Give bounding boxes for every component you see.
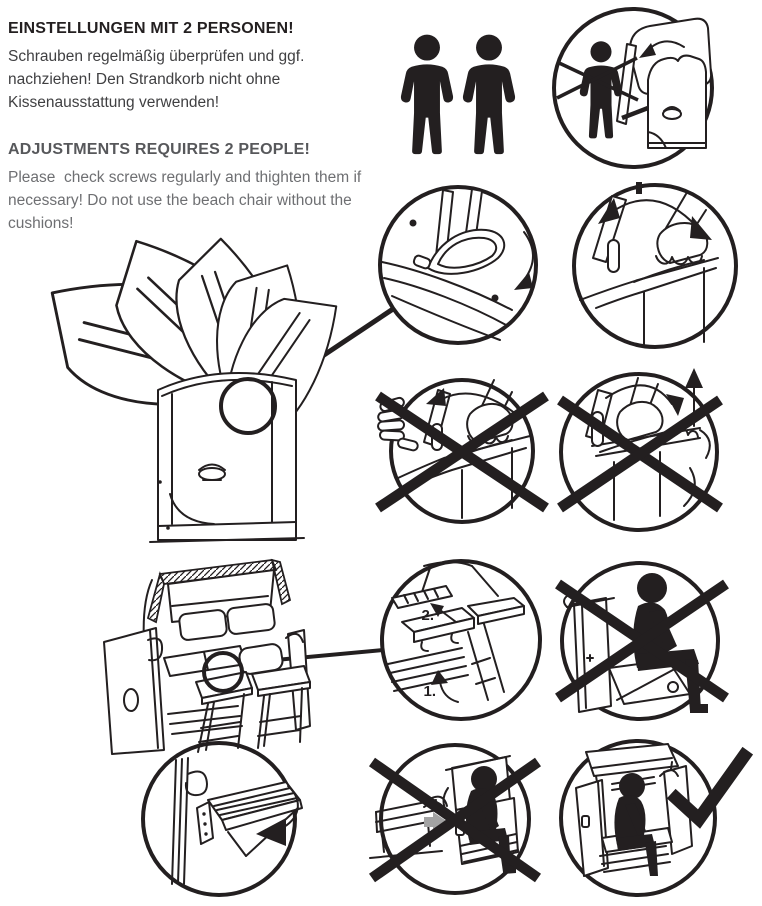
heading-german: EINSTELLUNGEN MIT 2 PERSONEN!: [8, 20, 294, 37]
body-german-line: Kissenausstattung verwenden!: [8, 94, 220, 111]
body-english-line: Please check screws regularly and thighten them if: [8, 169, 362, 186]
step-1-label: 1.: [423, 683, 436, 700]
chair-body-side: [150, 373, 304, 542]
heading-english: ADJUSTMENTS REQUIRES 2 PEOPLE!: [8, 141, 311, 158]
prohibited-no-cushions-circle: [356, 734, 554, 906]
do-not-adjust-alone-circle: [548, 4, 718, 172]
two-persons-icon: [395, 30, 520, 160]
footrest-steps-circle: [374, 551, 554, 731]
person-icon: [463, 35, 515, 155]
footrest-platform: [208, 782, 302, 856]
hood-recline-positions-drawing: [15, 256, 350, 548]
hand-grip-detail-circle: [566, 176, 746, 358]
beach-chair-overview-drawing: [60, 545, 352, 757]
body-english-line: cushions!: [8, 215, 74, 232]
prohibited-sit-on-edge-circle: [548, 550, 744, 732]
step-2-label: 2.: [421, 607, 434, 624]
body-english-line: necessary! Do not use the beach chair without the: [8, 192, 352, 209]
ladder-legs: [468, 624, 504, 700]
rotate-arrow-icon: [514, 232, 533, 290]
body-german-line: Schrauben regelmäßig überprüfen und ggf.: [8, 48, 305, 65]
body-german-line: nachziehen! Den Strandkorb nicht ohne: [8, 71, 281, 88]
hinge-bracket: [197, 802, 213, 844]
footrest-cushions: [402, 598, 524, 651]
footrest-fold-detail-circle: [136, 738, 306, 904]
beach-chair-side: [648, 56, 706, 148]
approved-with-cushions-circle: [552, 730, 762, 906]
latch-detail-circle: [372, 179, 552, 359]
prohibited-lift-circle: [548, 358, 762, 548]
prohibited-hand-position-circle: [356, 360, 556, 550]
latch-loop: [413, 230, 504, 274]
person-icon: [401, 35, 453, 155]
